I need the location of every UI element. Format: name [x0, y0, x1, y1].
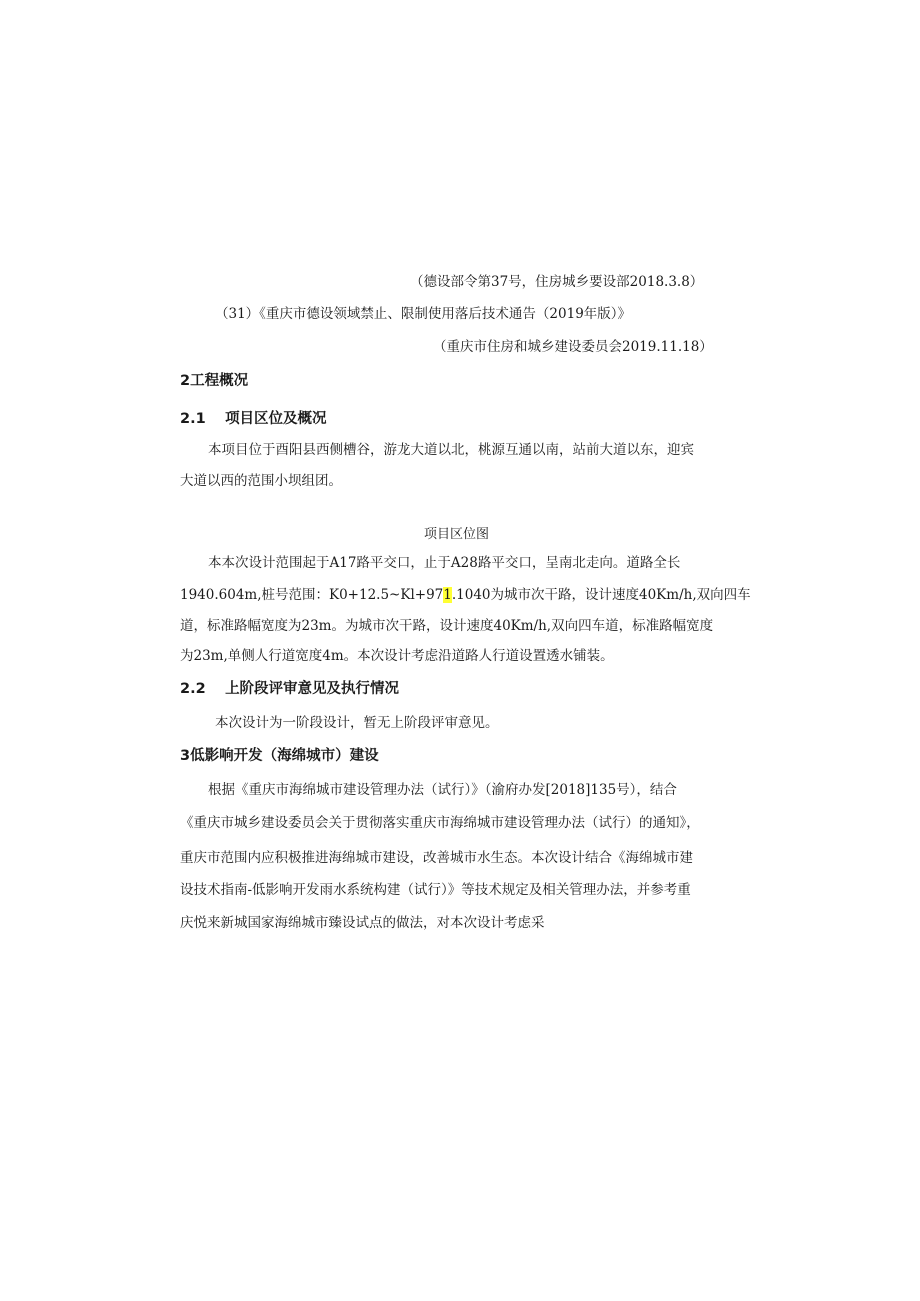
paragraph-line: 重庆市范围内应积极推进海绵城市建设，改善城市水生态。本次设计结合《海绵城市建: [180, 850, 693, 866]
section-2-heading: 2工程概况: [180, 373, 249, 389]
section-2-2-number: 2.2: [180, 681, 206, 697]
paragraph-line: 本次设计为一阶段设计，暂无上阶段评审意见。: [215, 715, 499, 731]
section-2-1-heading: [180, 409, 327, 429]
section-2-1-number: 2.1: [180, 411, 206, 427]
section-2-2-heading: [180, 679, 399, 699]
paragraph-line: 根据《重庆市海绵城市建设管理办法（试行）》（渝府办发[2018]135号），结合: [208, 782, 677, 798]
reference-line-1: （德设部令第37号，住房城乡要设部2018.3.8）: [410, 274, 704, 290]
paragraph-line: 设技术指南-低影响开发雨水系统构建（试行）》等技术规定及相关管理办法，并参考重: [180, 882, 691, 898]
section-2-1-title: 项目区位及概况: [225, 411, 327, 427]
reference-line-2: （31）《重庆市德设领域禁止、限制使用落后技术通告（2019年版）》: [215, 306, 632, 322]
paragraph-line: 本本次设计范围起于A17路平交口，止于A28路平交口，呈南北走向。道路全长: [208, 555, 681, 571]
paragraph-line: 道，标准路幅宽度为23m。为城市次干路，设计速度40Km/h,双向四车道，标准路幅宽度: [180, 618, 714, 634]
paragraph-line: 庆悦来新城国家海绵城市臻设试点的做法，对本次设计考虑采: [180, 915, 545, 931]
highlighted-text: 1: [443, 587, 452, 603]
paragraph-line: [180, 585, 751, 605]
figure-caption: 项目区位图: [424, 527, 490, 542]
section-2-2-title: 上阶段评审意见及执行情况: [225, 681, 400, 697]
text-segment: 1940.604m,桩号范围：K0+12.5~Kl+97: [180, 587, 444, 603]
paragraph-line: 《重庆市城乡建设委员会关于贯彻落实重庆市海绵城市建设管理办法（试行）的通知》，: [180, 815, 700, 831]
section-3-heading: 3低影响开发（海绵城市）建设: [180, 748, 379, 764]
paragraph-line: 为23m,单侧人行道宽度4m。本次设计考虑沿道路人行道设置透水铺装。: [180, 648, 614, 664]
reference-line-3: （重庆市住房和城乡建设委员会2019.11.18）: [433, 339, 713, 355]
paragraph-line: 大道以西的范围小坝组团。: [180, 473, 342, 489]
text-segment: .1040为城市次干路，设计速度40Km/h,双向四车: [451, 587, 751, 603]
paragraph-line: 本项目位于酉阳县西侧槽谷，游龙大道以北，桃源互通以南，站前大道以东，迎宾: [208, 442, 694, 458]
